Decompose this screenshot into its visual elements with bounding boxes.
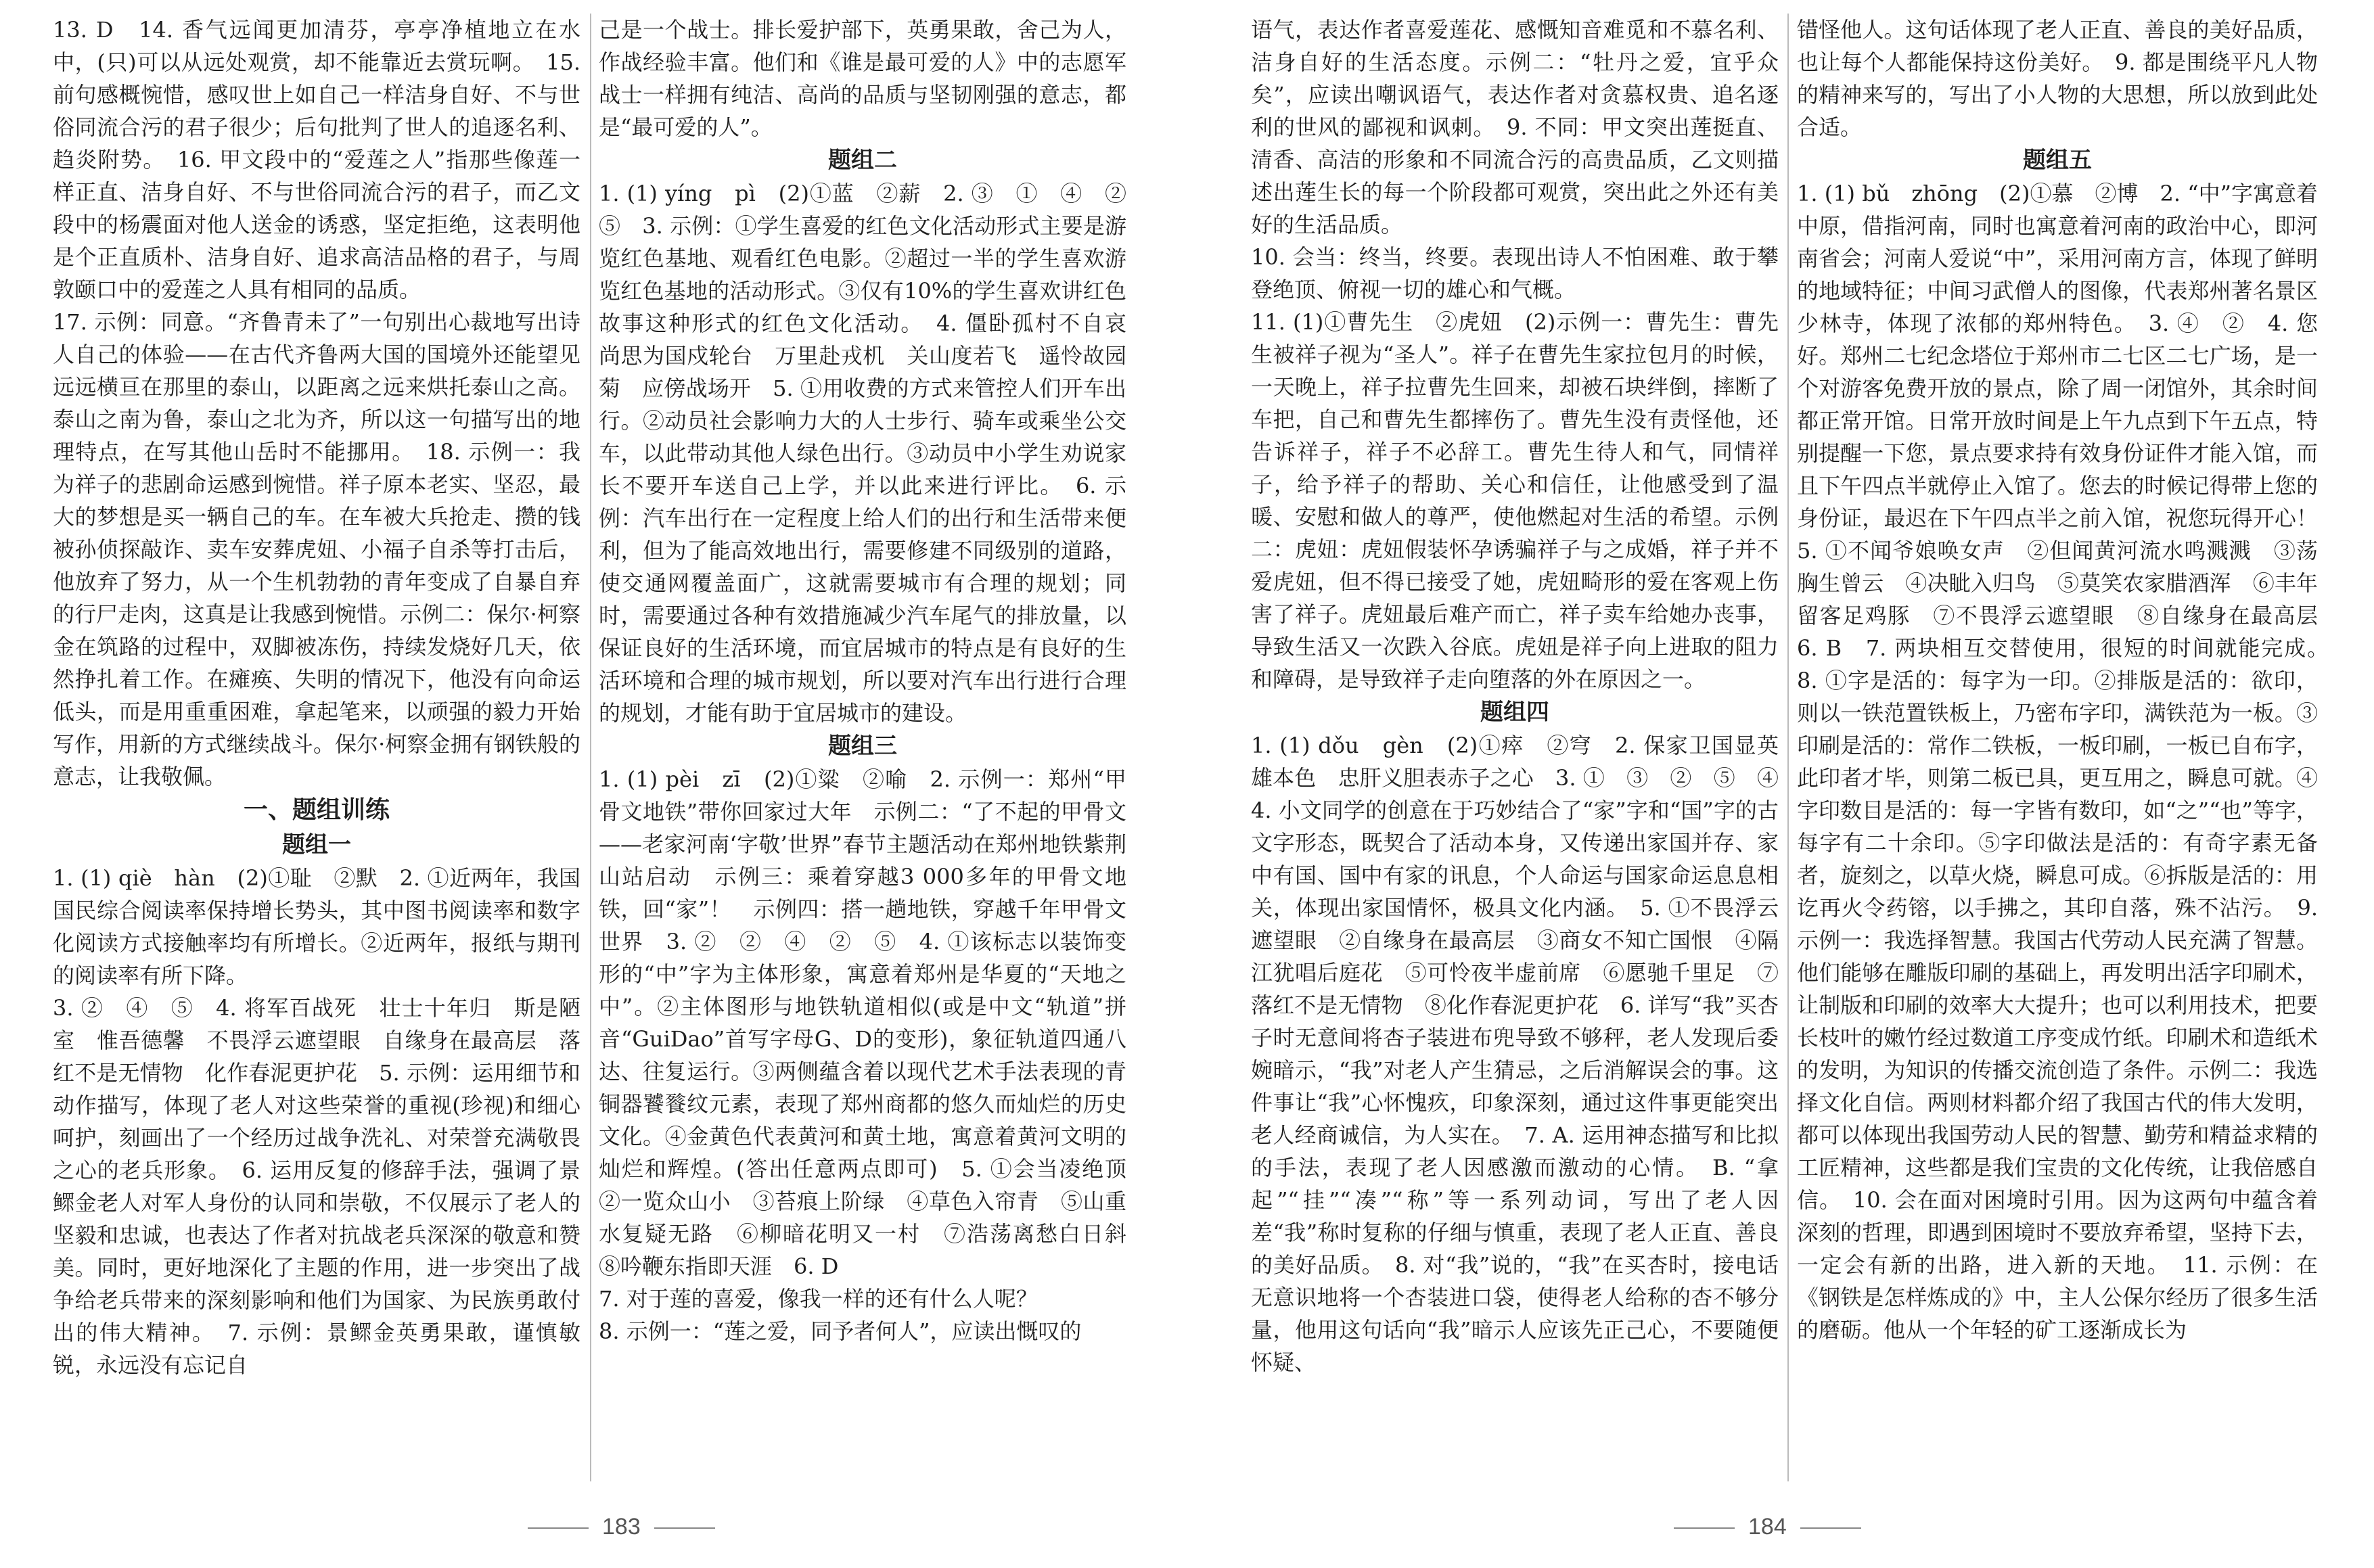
paragraph: 1. (1) bǔ zhōng (2)①慕 ②博 2. “中”字寓意着中原，借指河南，同时也寓意着河南的政治中心，即河南省会；河南人爱说“中”，采用河南方言，体现了鲜明的地域特征；中间习武僧人的图像，代表郑州著名景区少林寺，体现了浓郁的郑州特色。 3. ④ ② 4. 您好。郑州二七纪念塔位于郑州市二七区二七广场，是一个对游客免费开放的景点，除了周一闭馆外，其余时间都正常开馆。日常开放时间是上午九点到下午五点，特别提醒一下您，景点要求持有效身份证件才能入馆，而且下午四点半就停止入馆了。您去的时候记得带上您的身份证，最迟在下午四点半之前入馆，祝您玩得开心！ 5. ①不闻爷娘唤女声 ②但闻黄河流水鸣溅溅 ③荡胸生曾云 ④决眦入归鸟 ⑤莫笑农家腊酒浑 ⑥丰年留客足鸡豚 ⑦不畏浮云遮望眼 ⑧自缘身在最高层 6. B 7. 两块相互交替使用，很短的时间就能完成。 8. ①字是活的：每字为一印。②排版是活的：欲印，则以一铁范置铁板上，乃密布字印，满铁范为一板。③印刷是活的：常作二铁板，一板印刷，一板已自布字，此印者才毕，则第二板已具，更互用之，瞬息可就。④字印数目是活的：每一字皆有数印，如“之”“也”等字，每字有二十余印。⑤字印做法是活的：有奇字素无备者，旋刻之，以草火烧，瞬息可成。⑥拆版是活的：用讫再火令药镕，以手拂之，其印自落，殊不沾污。 9. 示例一：我选择智慧。我国古代劳动人民充满了智慧。他们能够在雕版印刷的基础上，再发明出活字印刷术，让制版和印刷的效率大大提升；也可以利用技术，把要长枝叶的嫩竹经过数道工序变成竹纸。印刷术和造纸术的发明，为知识的传播交流创造了条件。示例二：我选择文化自信。两则材料都介绍了我国古代的伟大发明，都可以体现出我国劳动人民的智慧、勤劳和精益求精的工匠精神，这些都是我们宝贵的文化传统，让我倍感自信。 10. 会在面对困境时引用。因为这两句中蕴含着深刻的哲理，即遇到困境时不要放弃希望，坚持下去，一定会有新的出路，进入新的天地。 11. 示例：在《钢铁是怎样炼成的》中，主人公保尔经历了很多生活的磨砺。他从一个年轻的矿工逐渐成长为 [1797, 181, 2340, 1343]
paragraph: 1. (1) pèi zī (2)①粱 ②喻 2. 示例一：郑州“甲骨文地铁”带你回家过大年 示例二：“了不起的甲骨文——老家河南‘字敬’世界”春节主题活动在郑州地铁紫荆山站启动 示例三：乘着穿越3 000多年的甲骨文地铁，回“家”！ 示例四：搭一趟地铁，穿越千年甲骨文世界 3. ② ② ④ ② ⑤ 4. ①该标志以装饰变形的“中”字为主体形象，寓意着郑州是华夏的“天地之中”。②主体图形与地铁轨道相似(或是中文“轨道”拼音“GuiDao”首写字母G、D的变形)，象征轨道四通八达、往复运行。③两侧蕴含着以现代艺术手法表现的青铜器饕餮纹元素，表现了郑州商都的悠久而灿烂的历史文化。④金黄色代表黄河和黄土地，寓意着黄河文明的灿烂和辉煌。(答出任意两点即可) 5. ①会当凌绝顶 ②一览众山小 ③苔痕上阶绿 ④草色入帘青 ⑤山重水复疑无路 ⑥柳暗花明又一村 ⑦浩荡离愁白日斜 ⑧吟鞭东指即天涯 6. D [599, 766, 1149, 1279]
paragraph: 1. (1) yíng pì (2)①蓝 ②薪 2. ③ ① ④ ② ⑤ 3. 示例：①学生喜爱的红色文化活动形式主要是游览红色基地、观看红色电影。②超过一半的学生喜欢游览红色基地的活动形式。③仅有10%的学生喜欢讲红色故事这种形式的红色文化活动。 4. 僵卧孤村不自哀 尚思为国戍轮台 万里赴戎机 关山度若飞 遥怜故园菊 应傍战场开 5. ①用收费的方式来管控人们开车出行。②动员社会影响力大的人士步行、骑车或乘坐公交车，以此带动其他人绿色出行。③动员中小学生劝说家长不要开车送自己上学，并以此来进行评比。 6. 示例：汽车出行在一定程度上给人们的出行和生活带来便利，但为了能高效地出行，需要修建不同级别的道路，使交通网覆盖面广，这就需要城市有合理的规划；同时，需要通过各种有效措施减少汽车尾气的排放量，以保证良好的生活环境，而宜居城市的特点是有良好的生活环境和合理的城市规划，所以要对汽车出行进行合理的规划，才能有助于宜居城市的建设。 [599, 181, 1149, 726]
paragraph: 1. (1) qiè hàn (2)①耻 ②默 2. ①近两年，我国国民综合阅读率保持增长势头，其中图书阅读率和数字化阅读方式接触率均有所增长。②近两年，报纸与期刊的阅读率有所下降。 [53, 865, 580, 988]
left-column-1 [53, 14, 580, 1488]
paragraph: 3. ② ④ ⑤ 4. 将军百战死 壮士十年归 斯是陋室 惟吾德馨 不畏浮云遮望眼 自缘身在最高层 落红不是无情物 化作春泥更护花 5. 示例：运用细节和动作描写，体现了老人对这些荣誉的重视(珍视)和细心呵护，刻画出了一个经历过战争洗礼、对荣誉充满敬畏之心的老兵形象。 6. 运用反复的修辞手法，强调了景鳏金老人对军人身份的认同和崇敬，不仅展示了老人的坚毅和忠诚，也表达了作者对抗战老兵深深的敬意和赞美。同时，更好地深化了主题的作用，进一步突出了战争给老兵带来的深刻影响和他们为国家、为民族勇敢付出的伟大精神。 7. 示例：景鳏金英勇果敢，谨慎敏锐，永远没有忘记自 [53, 995, 580, 1378]
paragraph: 11. (1)①曹先生 ②虎妞 (2)示例一：曹先生：曹先生被祥子视为“圣人”。祥子在曹先生家拉包月的时候，一天晚上，祥子拉曹先生回来，却被石块绊倒，摔断了车把，自己和曹先生都摔伤了。曹先生没有责怪他，还告诉祥子，祥子不必辞工。曹先生待人和气，同情祥子，给予祥子的帮助、关心和信任，让他感受到了温暖、安慰和做人的尊严，使他燃起对生活的希望。示例二：虎妞：虎妞假装怀孕诱骗祥子与之成婚，祥子并不爱虎妞，但不得已接受了她，虎妞畸形的爱在客观上伤害了祥子。虎妞最后难产而亡，祥子卖车给她办丧事，导致生活又一次跌入谷底。虎妞是祥子向上进取的阻力和障碍，是导致祥子走向堕落的外在原因之一。 [1251, 309, 1779, 692]
group-title: 题组二 [828, 147, 897, 174]
column-divider [590, 14, 591, 1481]
paragraph: 己是一个战士。排长爱护部下，英勇果敢，舍己为人，作战经验丰富。他们和《谁是最可爱的人》中的志愿军战士一样拥有纯洁、高尚的品质与坚韧刚强的意志，都是“最可爱的人”。 [599, 17, 1126, 140]
column-divider [1787, 14, 1789, 1481]
paragraph: 8. 示例一：“莲之爱，同予者何人”，应读出慨叹的 [599, 1318, 1082, 1344]
group-title: 题组五 [2023, 147, 2092, 174]
group-title: 题组一 [282, 831, 351, 858]
left-column-2 [599, 14, 1149, 1488]
section-title: 一、题组训练 [243, 796, 390, 824]
paragraph: 7. 对于莲的喜爱，像我一样的还有什么人呢？ [599, 1286, 1038, 1312]
paragraph: 17. 示例：同意。“齐鲁青未了”一句别出心裁地写出诗人自己的体验——在古代齐鲁两大国的国境外还能望见远远横亘在那里的泰山，以距离之远来烘托泰山之高。泰山之南为鲁，泰山之北为齐，所以这一句描写出的地理特点，在写其他山岳时不能挪用。 18. 示例一：我为祥子的悲剧命运感到惋惜。祥子原本老实、坚忍，最大的梦想是买一辆自己的车。在车被大兵抢走、攒的钱被孙侦探敲诈、卖车安葬虎妞、小福子自杀等打击后，他放弃了努力，从一个生机勃勃的青年变成了自暴自弃的行尸走肉，这真是让我感到惋惜。示例二：保尔·柯察金在筑路的过程中，双脚被冻伤，持续发烧好几天，依然挣扎着工作。在瘫痪、失明的情况下，他没有向命运低头，而是用重重困难，拿起笔来，以顽强的毅力开始写作，用新的方式继续战斗。保尔·柯察金拥有钢铁般的意志，让我敬佩。 [53, 309, 580, 789]
paragraph: 1. (1) dǒu gèn (2)①瘁 ②穹 2. 保家卫国显英雄本色 忠肝义胆表赤子之心 3. ① ③ ② ⑤ ④ 4. 小文同学的创意在于巧妙结合了“家”字和“国”字的古文字形态，既契合了活动本身，又传递出家国并存、家中有国、国中有家的讯息，个人命运与国家命运息息相关，体现出家国情怀，极具文化内涵。 5. ①不畏浮云遮望眼 ②自缘身在最高层 ③商女不知亡国恨 ④隔江犹唱后庭花 ⑤可怜夜半虚前席 ⑥愿驰千里足 ⑦落红不是无情物 ⑧化作春泥更护花 6. 详写“我”买杏子时无意间将杏子装进布兜导致不够秤，老人发现后委婉暗示，“我”对老人产生猜忌，之后消解误会的事。这件事让“我”心怀愧疚，印象深刻，通过这件事更能突出老人经商诚信，为人实在。 7. A. 运用神态描写和比拟的手法，表现了老人因感激而激动的心情。 B. “拿起”“挂”“凑”“称”等一系列动词，写出了老人因差“我”称时复称的仔细与慎重，表现了老人正直、善良的美好品质。 8. 对“我”说的，“我”在买杏时，接电话无意识地将一个杏装进口袋，使得老人给称的杏不够分量，他用这句话向“我”暗示人应该先正己心，不要随便怀疑、 [1251, 733, 1801, 1375]
page-number: 184 [1660, 1514, 1875, 1540]
right-column-1 [1251, 14, 1801, 1488]
paragraph: 10. 会当：终当，终要。表现出诗人不怕困难、敢于攀登绝顶、俯视一切的雄心和气概。 [1251, 244, 1779, 302]
right-column-2 [1797, 14, 2340, 1488]
page-number: 183 [514, 1514, 729, 1540]
group-title: 题组三 [828, 733, 897, 760]
paragraph: 错怪他人。这句话体现了老人正直、善良的美好品质，也让每个人都能保持这份美好。 9. 都是围绕平凡人物的精神来写的，写出了小人物的大思想，所以放到此处合适。 [1797, 17, 2318, 140]
group-title: 题组四 [1480, 699, 1549, 726]
paragraph: 13. D 14. 香气远闻更加清芬，亭亭净植地立在水中，(只)可以从远处观赏，却不能靠近去赏玩啊。 15. 前句感概惋惜，感叹世上如自己一样洁身自好、不与世俗同流合污的君子很少；后句批判了世人的追逐名利、趋炎附势。 16. 甲文段中的“爱莲之人”指那些像莲一样正直、洁身自好、不与世俗同流合污的君子，而乙文段中的杨震面对他人送金的诱惑，坚定拒绝，这表明他是个正直质朴、洁身自好、追求高洁品格的君子，与周敦颐口中的爱莲之人具有相同的品质。 [53, 17, 580, 302]
paragraph: 语气，表达作者喜爱莲花、感慨知音难觅和不慕名利、洁身自好的生活态度。示例二：“牡丹之爱，宜乎众矣”，应读出嘲讽语气，表达作者对贪慕权贵、追名逐利的世风的鄙视和讽刺。 9. 不同：甲文突出莲挺直、清香、高洁的形象和不同流合污的高贵品质，乙文则描述出莲生长的每一个阶段都可观赏，突出此之外还有美好的生活品质。 [1251, 17, 1779, 237]
right-page [1187, 0, 2374, 1568]
